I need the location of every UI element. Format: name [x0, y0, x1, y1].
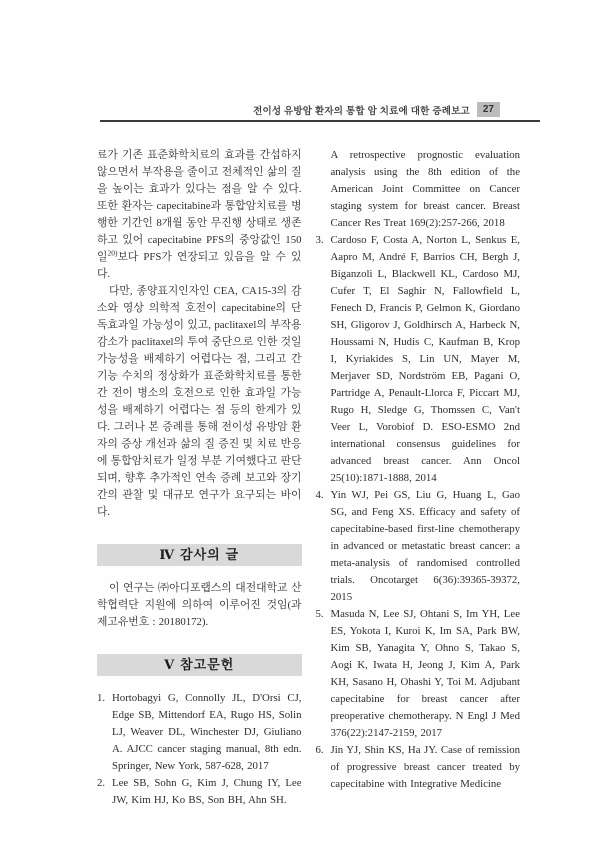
- acknowledgement-paragraph: 이 연구는 ㈜아디포랩스의 대전대학교 산학협력단 지원에 의하여 이루어진 것임(과제고유번호 : 20180172).: [97, 582, 302, 628]
- body-paragraph-continuation: [97, 147, 302, 283]
- reference-text: Yin WJ, Pei GS, Liu G, Huang L, Gao SG, and Feng XS. Efficacy and safety of capecitabine-based first-line chemotherapy in advanced or metastatic breast cancer: a meta-analysis of randomised controlled trials. Oncotarget 6(36):39365-39372, 2015: [330, 489, 520, 603]
- reference-text: Masuda N, Lee SJ, Ohtani S, Im YH, Lee ES, Yokota I, Kuroi K, Im SA, Park BW, Kim SB, Yanagita Y, Ohno S, Takao S, Aogi K, Iwata H, Jeong J, Kim A, Park KH, Sasano H, Ohashi Y, Toi M. Adjubant capecitabine for breast cancer after preoperative chemotherapy. N Engl J Med 376(22):2147-2159, 2017: [330, 608, 520, 739]
- reference-number: 2.: [97, 777, 106, 789]
- right-column: [316, 147, 521, 809]
- reference-number: 1.: [97, 692, 106, 704]
- body-paragraph: 다만, 종양표지인자인 CEA, CA15-3의 감소와 영상 의학적 호전이 capecitabine의 단독효과일 가능성이 있고, paclitaxel의 부작용 감소가 paclitaxel의 투여 중단으로 인한 것일 가능성을 배제하기 어렵다는 점, 그리고 간 기능 수치의 정상화가 표준화학치료를 통한 간 전이 병소의 호전으로 인한 효과일 가능성을 배제하기 어렵다는 점 등의 한계가 있다. 그러나 본 증례를 통해 전이성 유방암 환자의 증상 개선과 삶의 질 증진 및 치료 반응에 통합암치료가 일정 부분 기여했다고 판단되며, 향후 추가적인 연속 증례 보고와 장기간의 관찰 및 대규모 연구가 요구되는 바이다.: [97, 285, 302, 518]
- reference-text: Cardoso F, Costa A, Norton L, Senkus E, Aapro M, André F, Barrios CH, Bergh J, Biganzoli L, Blackwell KL, Cardoso MJ, Cufer T, El Saghir N, Fallowfield L, Fenech D, Francis P, Gelmon K, Giordano SH, Gligorov J, Goldhirsch A, Harbeck N, Houssami N, Hudis C, Kaufman B, Krop I, Kyriakides S, Lin UN, Mayer M, Merjaver SD, Nordström EB, Pagani O, Partridge A, Penault-Llorca F, Piccart MJ, Rugo H, Sledge G, Thomssen C, Van't Veer L, Vorobiof D. ESO-ESMO 2nd international consensus guidelines for advanced breast cancer. Ann Oncol 25(10):1871-1888, 2014: [330, 234, 520, 484]
- reference-number: 3.: [315, 234, 324, 246]
- reference-item: [316, 606, 521, 742]
- two-column-body: [97, 147, 520, 809]
- left-column: [97, 147, 302, 809]
- reference-text: Lee SB, Sohn G, Kim J, Chung IY, Lee JW, Kim HJ, Ko BS, Son BH, Ahn SH.: [112, 777, 302, 806]
- reference-text: A retrospective prognostic evaluation analysis using the 8th edition of the American Joint Committee on Cancer staging system for breast cancer. Breast Cancer Res Treat 169(2):257-266, 2018: [330, 149, 520, 229]
- paragraph-text: 료가 기존 표준화학치료의 효과를 간섭하지 않으면서 부작용을 줄이고 전체적인 삶의 질을 높이는 효과가 있다는 점을 알 수 있다. 또한 환자는 capecitabine과 통합암치료를 병행한 기간인 8개월 동안 무진행 상태로 생존하고 있어 capecitabine PFS의 중앙값인 150일: [97, 149, 302, 263]
- section-heading-acknowledgements: Ⅳ 감사의 글: [97, 544, 302, 566]
- running-header: [100, 102, 540, 122]
- reference-item: [316, 487, 521, 606]
- reference-number: 5.: [315, 608, 324, 620]
- running-header-title: 전이성 유방암 환자의 통합 암 치료에 대한 증례보고: [253, 105, 470, 117]
- reference-item: [316, 742, 521, 793]
- reference-number: 4.: [315, 489, 324, 501]
- reference-text: Jin YJ, Shin KS, Ha JY. Case of remission of progressive breast cancer treated by capecitabine with Integrative Medicine: [330, 744, 520, 790]
- reference-item: [97, 690, 302, 775]
- paragraph-text: 보다 PFS가 연장되고 있음을 알 수 있다.: [97, 251, 302, 280]
- reference-item-continuation: [316, 147, 521, 232]
- reference-text: Hortobagyi G, Connolly JL, D'Orsi CJ, Edge SB, Mittendorf EA, Rugo HS, Solin LJ, Weaver DL, Winchester DJ, Giuliano A. AJCC cancer staging manual, 8th edn. Springer, New York, 587-628, 2017: [112, 692, 302, 772]
- reference-item: [316, 232, 521, 487]
- reference-item: [97, 775, 302, 809]
- section-heading-references: Ⅴ 참고문헌: [97, 654, 302, 676]
- reference-number: 6.: [315, 744, 324, 756]
- page-number-badge: 27: [477, 102, 500, 117]
- citation-superscript: 20): [107, 248, 118, 258]
